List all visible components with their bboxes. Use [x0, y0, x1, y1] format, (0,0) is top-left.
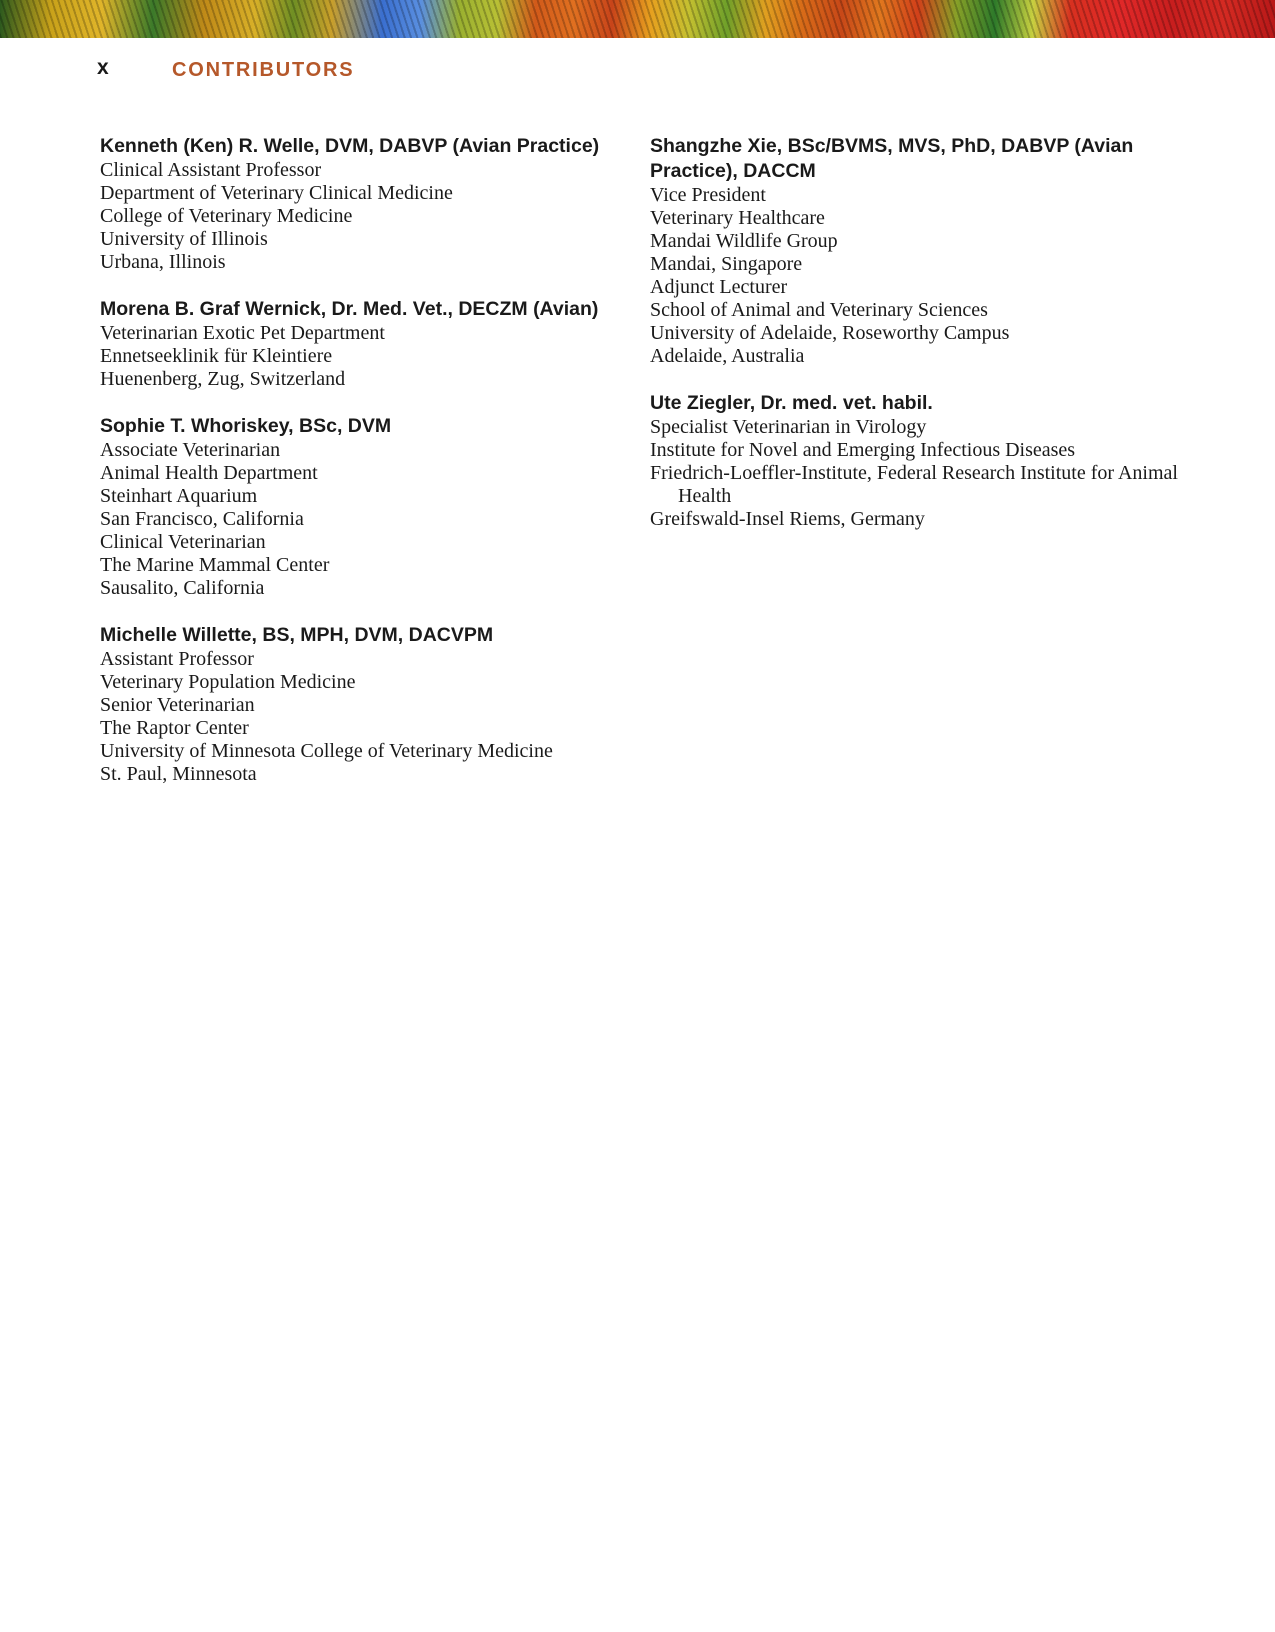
- section-title: CONTRIBUTORS: [172, 59, 355, 81]
- affiliation-line: St. Paul, Minnesota: [100, 763, 257, 785]
- contributors-column-left: [100, 134, 620, 809]
- affiliation-line: San Francisco, California: [100, 508, 304, 530]
- affiliation-line: Veterinary Population Medicine: [100, 671, 356, 693]
- contributor-entry: [100, 623, 620, 786]
- contributor-name: Sophie T. Whoriskey, BSc, DVM: [100, 415, 392, 437]
- affiliation-line: Sausalito, California: [100, 577, 265, 599]
- affiliation-line: University of Minnesota College of Veterinary Medicine: [100, 740, 553, 762]
- affiliation-line: Institute for Novel and Emerging Infectious Diseases: [650, 439, 1076, 461]
- contributor-entry: [100, 297, 620, 391]
- page-number: x: [97, 56, 109, 79]
- affiliation-line: Huenenberg, Zug, Switzerland: [100, 368, 346, 390]
- affiliation-line: School of Animal and Veterinary Sciences: [650, 299, 988, 321]
- affiliation-line: Mandai Wildlife Group: [650, 230, 838, 252]
- contributor-name: Michelle Willette, BS, MPH, DVM, DACVPM: [100, 624, 494, 646]
- affiliation-line: Ennetseeklinik für Kleintiere: [100, 345, 333, 367]
- affiliation-line: Mandai, Singapore: [650, 253, 803, 275]
- affiliation-line: Specialist Veterinarian in Virology: [650, 416, 927, 438]
- affiliation-line: Associate Veterinarian: [100, 439, 281, 461]
- affiliation-line: Friedrich-Loeffler-Institute, Federal Research Institute for Animal Health: [650, 462, 1178, 507]
- contributor-entry: [650, 134, 1210, 368]
- affiliation-line: Greifswald-Insel Riems, Germany: [650, 508, 925, 530]
- affiliation-line: Clinical Veterinarian: [100, 531, 266, 553]
- affiliation-line: The Raptor Center: [100, 717, 249, 739]
- decorative-feather-banner: [0, 0, 1275, 38]
- affiliation-line: Steinhart Aquarium: [100, 485, 258, 507]
- affiliation-line: Veterinarian Exotic Pet Department: [100, 322, 385, 344]
- affiliation-line: Animal Health Department: [100, 462, 318, 484]
- contributor-entry: [650, 391, 1210, 531]
- contributor-name: Morena B. Graf Wernick, Dr. Med. Vet., DECZM (Avian): [100, 298, 599, 320]
- affiliation-line: Vice President: [650, 184, 766, 206]
- contributor-name: Kenneth (Ken) R. Welle, DVM, DABVP (Avian Practice): [100, 135, 600, 157]
- affiliation-line: University of Illinois: [100, 228, 268, 250]
- contributor-entry: [100, 134, 620, 274]
- affiliation-line: Adelaide, Australia: [650, 345, 805, 367]
- affiliation-line: Clinical Assistant Professor: [100, 159, 322, 181]
- contributor-name: Ute Ziegler, Dr. med. vet. habil.: [650, 392, 933, 414]
- affiliation-line: Assistant Professor: [100, 648, 254, 670]
- affiliation-line: Adjunct Lecturer: [650, 276, 788, 298]
- contributor-name: Shangzhe Xie, BSc/BVMS, MVS, PhD, DABVP (Avian Practice), DACCM: [650, 135, 1134, 182]
- affiliation-line: University of Adelaide, Roseworthy Campus: [650, 322, 1010, 344]
- affiliation-line: Department of Veterinary Clinical Medicine: [100, 182, 453, 204]
- contributor-entry: [100, 414, 620, 600]
- affiliation-line: Senior Veterinarian: [100, 694, 255, 716]
- affiliation-line: Urbana, Illinois: [100, 251, 226, 273]
- affiliation-line: College of Veterinary Medicine: [100, 205, 353, 227]
- affiliation-line: The Marine Mammal Center: [100, 554, 330, 576]
- affiliation-line: Veterinary Healthcare: [650, 207, 825, 229]
- contributors-column-right: [650, 134, 1210, 554]
